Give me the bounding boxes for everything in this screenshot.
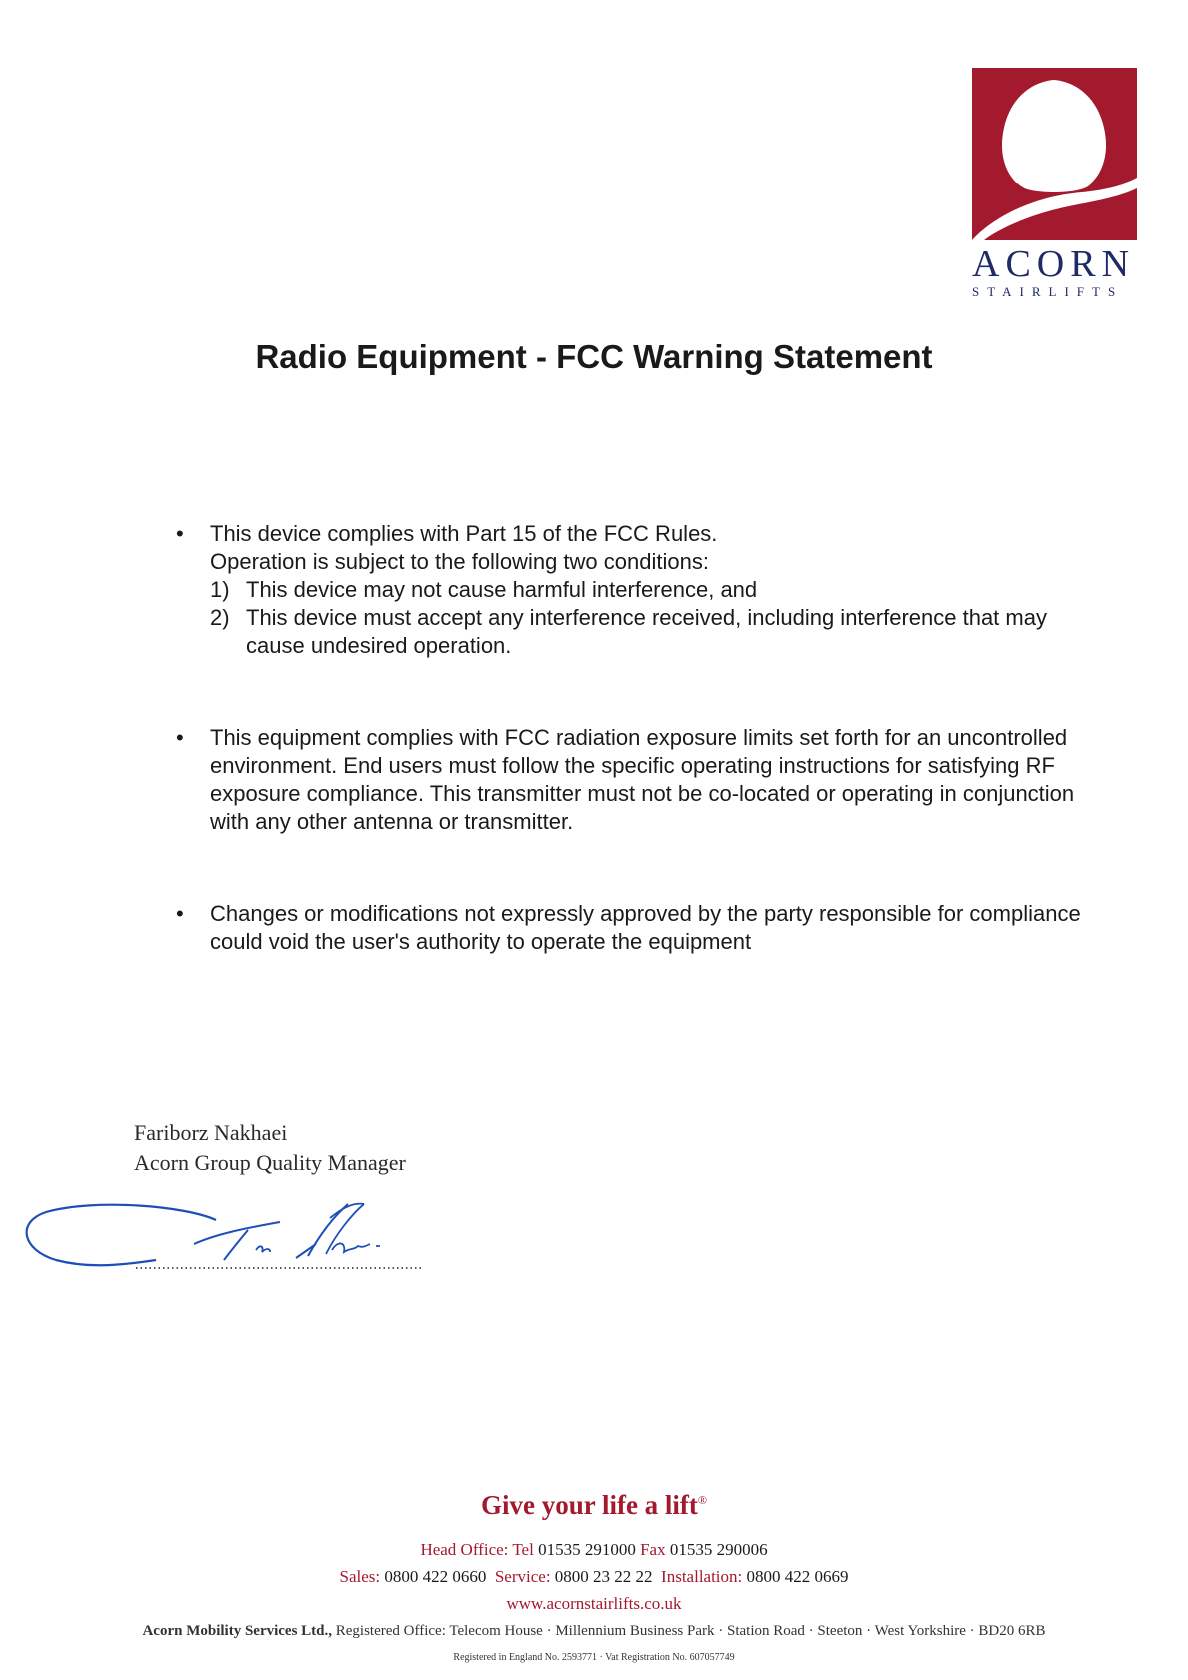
page-title: Radio Equipment - FCC Warning Statement <box>255 338 933 375</box>
bullet-icon: • <box>176 725 184 750</box>
registered-address: Registered Office: Telecom House · Millennium Business Park · Station Road · Steeton · West Yorkshire · BD20 6RB <box>335 1623 1046 1639</box>
installation-number: 0800 422 0669 <box>746 1567 849 1586</box>
statement-text: Changes or modifications not expressly approved by the party responsible for compliance could void the user's authority to operate the equipment <box>210 901 1081 954</box>
slogan <box>0 1490 1188 1521</box>
handwritten-signature <box>16 1198 436 1278</box>
acorn-emblem-icon <box>972 68 1137 240</box>
fax-label: Fax <box>640 1540 666 1559</box>
statement-text: This equipment complies with FCC radiation exposure limits set forth for an uncontrolled environment. End users must follow the specific operating instructions for satisfying RF exposure compliance. This transmitter must not be co-located or operating in conjunction with any other antenna or transmitter. <box>210 725 1075 834</box>
list-item <box>170 900 1090 956</box>
registered-office-line <box>0 1623 1188 1640</box>
sales-service-line <box>0 1567 1188 1587</box>
head-office-line <box>0 1540 1188 1560</box>
company-name: Acorn Mobility Services Ltd., <box>142 1623 333 1639</box>
registration-numbers: Registered in England No. 2593771 · Vat Registration No. 607057749 <box>453 1652 735 1663</box>
slogan-text: Give your life a lift <box>480 1490 698 1520</box>
service-number: 0800 23 22 22 <box>554 1567 653 1586</box>
website-link: www.acornstairlifts.co.uk <box>506 1594 682 1613</box>
sales-number: 0800 422 0660 <box>384 1567 487 1586</box>
signer-role: Acorn Group Quality Manager <box>134 1150 406 1175</box>
logo-wordmark: ACORN <box>972 243 1136 285</box>
tel-number: 01535 291000 <box>538 1540 636 1559</box>
condition-text: This device must accept any interference received, including interference that may cause undesired operation. <box>246 605 1047 658</box>
signer-name: Fariborz Nakhaei <box>134 1120 288 1145</box>
condition-number: 1) <box>210 577 230 602</box>
installation-label: Installation: <box>661 1567 743 1586</box>
head-office-label: Head Office: <box>420 1540 509 1559</box>
condition-item <box>210 576 1090 604</box>
acorn-logo <box>972 68 1142 300</box>
list-item <box>170 520 1090 660</box>
sales-label: Sales: <box>339 1567 381 1586</box>
service-label: Service: <box>494 1567 551 1586</box>
condition-item <box>210 604 1090 660</box>
logo-subtitle: STAIRLIFTS <box>972 284 1124 299</box>
list-item <box>170 724 1090 836</box>
fax-number: 01535 290006 <box>669 1540 768 1559</box>
bullet-icon: • <box>176 521 184 546</box>
registered-mark: ® <box>697 1493 708 1507</box>
statement-text: Operation is subject to the following two conditions: <box>210 549 709 574</box>
tel-label: Tel <box>512 1540 534 1559</box>
bullet-icon: • <box>176 901 184 926</box>
condition-text: This device may not cause harmful interference, and <box>246 577 758 602</box>
condition-number: 2) <box>210 605 230 630</box>
statement-list <box>170 520 1090 956</box>
signer-block <box>134 1118 406 1178</box>
statement-text: This device complies with Part 15 of the FCC Rules. <box>210 521 718 546</box>
